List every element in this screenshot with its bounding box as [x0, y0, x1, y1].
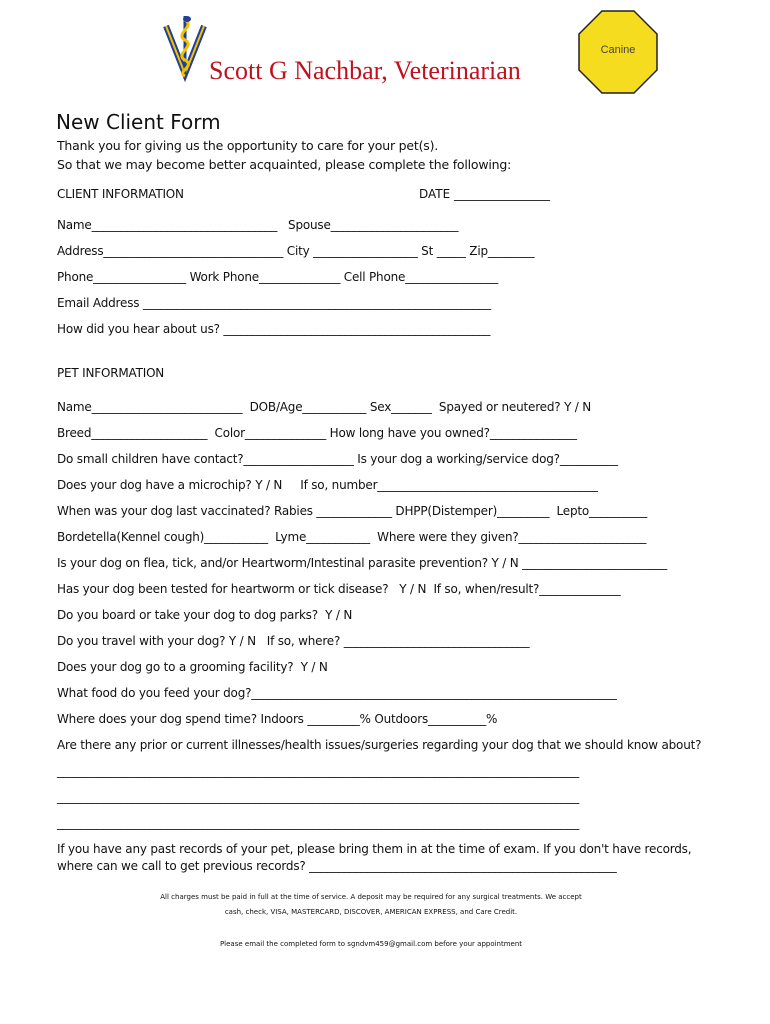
- client-section-title: CLIENT INFORMATION: [57, 187, 184, 201]
- blank-answer-line[interactable]: __________________________________________________________________________________________: [57, 790, 580, 804]
- veterinary-caduceus-icon: [160, 12, 210, 82]
- pet-field-line[interactable]: Is your dog on flea, tick, and/or Heartworm/Intestinal parasite prevention? Y / N _________________________: [57, 556, 668, 570]
- records-text-1: If you have any past records of your pet, please bring them in at the time of exam. If you don't have records,: [57, 842, 692, 856]
- canine-badge-label: Canine: [600, 44, 636, 56]
- pet-field-line[interactable]: What food do you feed your dog?_______________________________________________________________: [57, 686, 617, 700]
- blank-answer-line[interactable]: __________________________________________________________________________________________: [57, 764, 580, 778]
- pet-field-line[interactable]: Breed____________________ Color______________ How long have you owned?_______________: [57, 426, 577, 440]
- client-referral-line[interactable]: How did you hear about us? ______________________________________________: [57, 322, 491, 336]
- email-note: Please email the completed form to sgndvm459@gmail.com before your appointment: [219, 940, 523, 948]
- client-address-line[interactable]: Address_______________________________ City __________________ St _____ Zip________: [57, 244, 535, 258]
- client-name-line[interactable]: Name________________________________ Spouse______________________: [57, 218, 459, 232]
- intro-text-1: Thank you for giving us the opportunity to care for your pet(s).: [57, 138, 439, 153]
- pet-field-line[interactable]: Does your dog have a microchip? Y / N If so, number______________________________________: [57, 478, 598, 492]
- client-email-line[interactable]: Email Address ____________________________________________________________: [57, 296, 491, 310]
- records-text-2[interactable]: where can we call to get previous records? _____________________________________________________: [57, 859, 617, 873]
- pet-field-line[interactable]: Has your dog been tested for heartworm or tick disease? Y / N If so, when/result?______________: [57, 582, 621, 596]
- charges-note-1: All charges must be paid in full at the time of service. A deposit may be required for any surgical treatments. We accept: [160, 893, 582, 901]
- page-title: New Client Form: [56, 110, 221, 134]
- pet-field-line: Are there any prior or current illnesses/health issues/surgeries regarding your dog that we should know about?: [57, 738, 702, 752]
- blank-answer-line[interactable]: __________________________________________________________________________________________: [57, 816, 580, 830]
- pet-field-line[interactable]: Where does your dog spend time? Indoors _________% Outdoors__________%: [57, 712, 498, 726]
- client-phone-line[interactable]: Phone________________ Work Phone______________ Cell Phone________________: [57, 270, 498, 284]
- pet-field-line[interactable]: Do you board or take your dog to dog parks? Y / N: [57, 608, 353, 622]
- pet-field-line[interactable]: Name__________________________ DOB/Age___________ Sex_______ Spayed or neutered? Y / N: [57, 400, 592, 414]
- pet-field-line[interactable]: Do small children have contact?___________________ Is your dog a working/service dog?__________: [57, 452, 618, 466]
- pet-field-line[interactable]: Do you travel with your dog? Y / N If so, where? ________________________________: [57, 634, 530, 648]
- date-field[interactable]: DATE ________________: [419, 187, 551, 201]
- pet-section-title: PET INFORMATION: [57, 366, 165, 380]
- intro-text-2: So that we may become better acquainted, please complete the following:: [57, 157, 512, 172]
- charges-note-2: cash, check, VISA, MASTERCARD, DISCOVER, AMERICAN EXPRESS, and Care Credit.: [224, 908, 518, 916]
- pet-field-line[interactable]: Bordetella(Kennel cough)___________ Lyme___________ Where were they given?______________________: [57, 530, 647, 544]
- clinic-name: Scott G Nachbar, Veterinarian: [209, 56, 521, 85]
- pet-field-line[interactable]: Does your dog go to a grooming facility? Y / N: [57, 660, 328, 674]
- pet-field-line[interactable]: When was your dog last vaccinated? Rabies _____________ DHPP(Distemper)_________ Lepto__________: [57, 504, 648, 518]
